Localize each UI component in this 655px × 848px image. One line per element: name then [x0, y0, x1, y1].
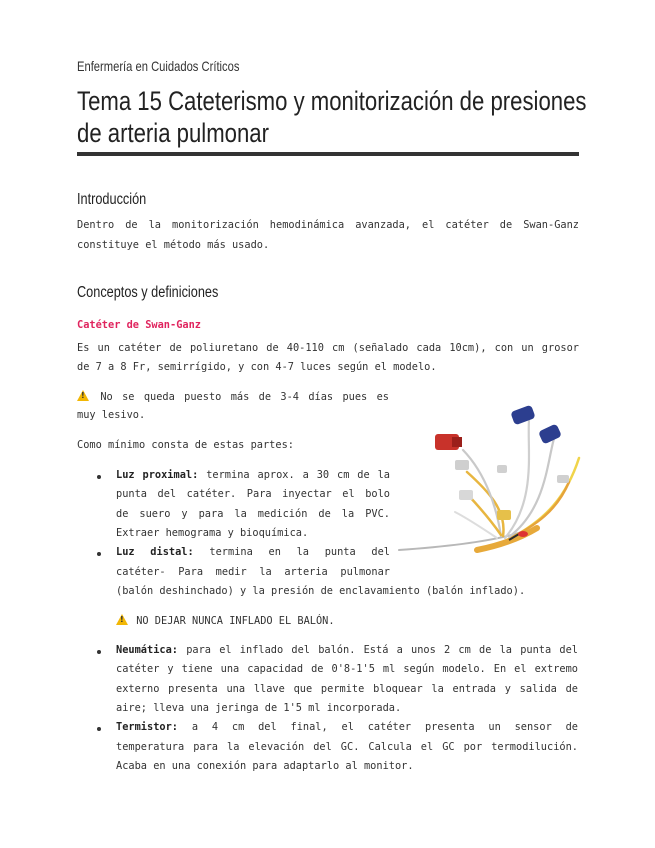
- list-item-line: externo presenta una llave que permite bloquear la entrada y salida de: [116, 683, 578, 695]
- bullet-dot: [97, 727, 101, 731]
- balloon-warning-note: ! NO DEJAR NUNCA INFLADO EL BALÓN.: [116, 614, 335, 627]
- warning-line: ! No se queda puesto más de 3-4 días pues es: [77, 390, 389, 403]
- list-item-line: Extraer hemograma y bioquímica.: [116, 527, 309, 539]
- subheading-swan-ganz: Catéter de Swan-Ganz: [77, 319, 201, 331]
- section-heading-conceptos: Conceptos y definiciones: [77, 284, 219, 301]
- page-title-line-1: Tema 15 Cateterismo y monitorización de presiones: [77, 86, 587, 116]
- list-item-line: catéter y tiene una capacidad de 0'8-1'5 ml según modelo. En el extremo: [116, 663, 578, 675]
- page-title-line-2: de arteria pulmonar: [77, 118, 269, 148]
- list-item-line: temperatura para la elevación del GC. Calcula el GC por termodilución.: [116, 741, 578, 753]
- list-item: Luz distal: termina en la punta del: [116, 546, 390, 558]
- list-item-line: punta del catéter. Para inyectar el bolo: [116, 488, 390, 500]
- parts-intro: Como mínimo consta de estas partes:: [77, 439, 294, 451]
- list-item: Luz proximal: termina aprox. a 30 cm de la: [116, 469, 390, 481]
- title-divider: [77, 152, 579, 156]
- swan-ganz-catheter-image: [397, 400, 587, 575]
- warning-icon: [116, 614, 128, 625]
- list-item-line: Acaba en una conexión para adaptarlo al monitor.: [116, 760, 414, 772]
- course-name: Enfermería en Cuidados Críticos: [77, 58, 240, 74]
- list-item: Neumática: para el inflado del balón. Está a unos 2 cm de la punta del: [116, 644, 578, 656]
- description-line: de 7 a 8 Fr, semirrígido, y con 4-7 luces según el modelo.: [77, 361, 437, 373]
- description-line: Es un catéter de poliuretano de 40-110 cm (señalado cada 10cm), con un grosor: [77, 342, 579, 354]
- intro-text-line: Dentro de la monitorización hemodinámica avanzada, el catéter de Swan-Ganz: [77, 219, 579, 231]
- list-item-line: catéter- Para medir la arteria pulmonar: [116, 566, 390, 578]
- bullet-dot: [97, 650, 101, 654]
- list-item-line: aire; lleva una jeringa de 1'5 ml incorporada.: [116, 702, 402, 714]
- warning-icon: [77, 390, 89, 401]
- warning-line: muy lesivo.: [77, 409, 146, 421]
- section-heading-introduccion: Introducción: [77, 191, 147, 208]
- bullet-dot: [97, 475, 101, 479]
- list-item-line: (balón deshinchado) y la presión de enclavamiento (balón inflado).: [116, 585, 526, 597]
- intro-text-line: constituye el método más usado.: [77, 239, 270, 251]
- list-item-line: de suero y para la medición de la PVC.: [116, 508, 390, 520]
- list-item: Termistor: a 4 cm del final, el catéter presenta un sensor de: [116, 721, 578, 733]
- bullet-dot: [97, 552, 101, 556]
